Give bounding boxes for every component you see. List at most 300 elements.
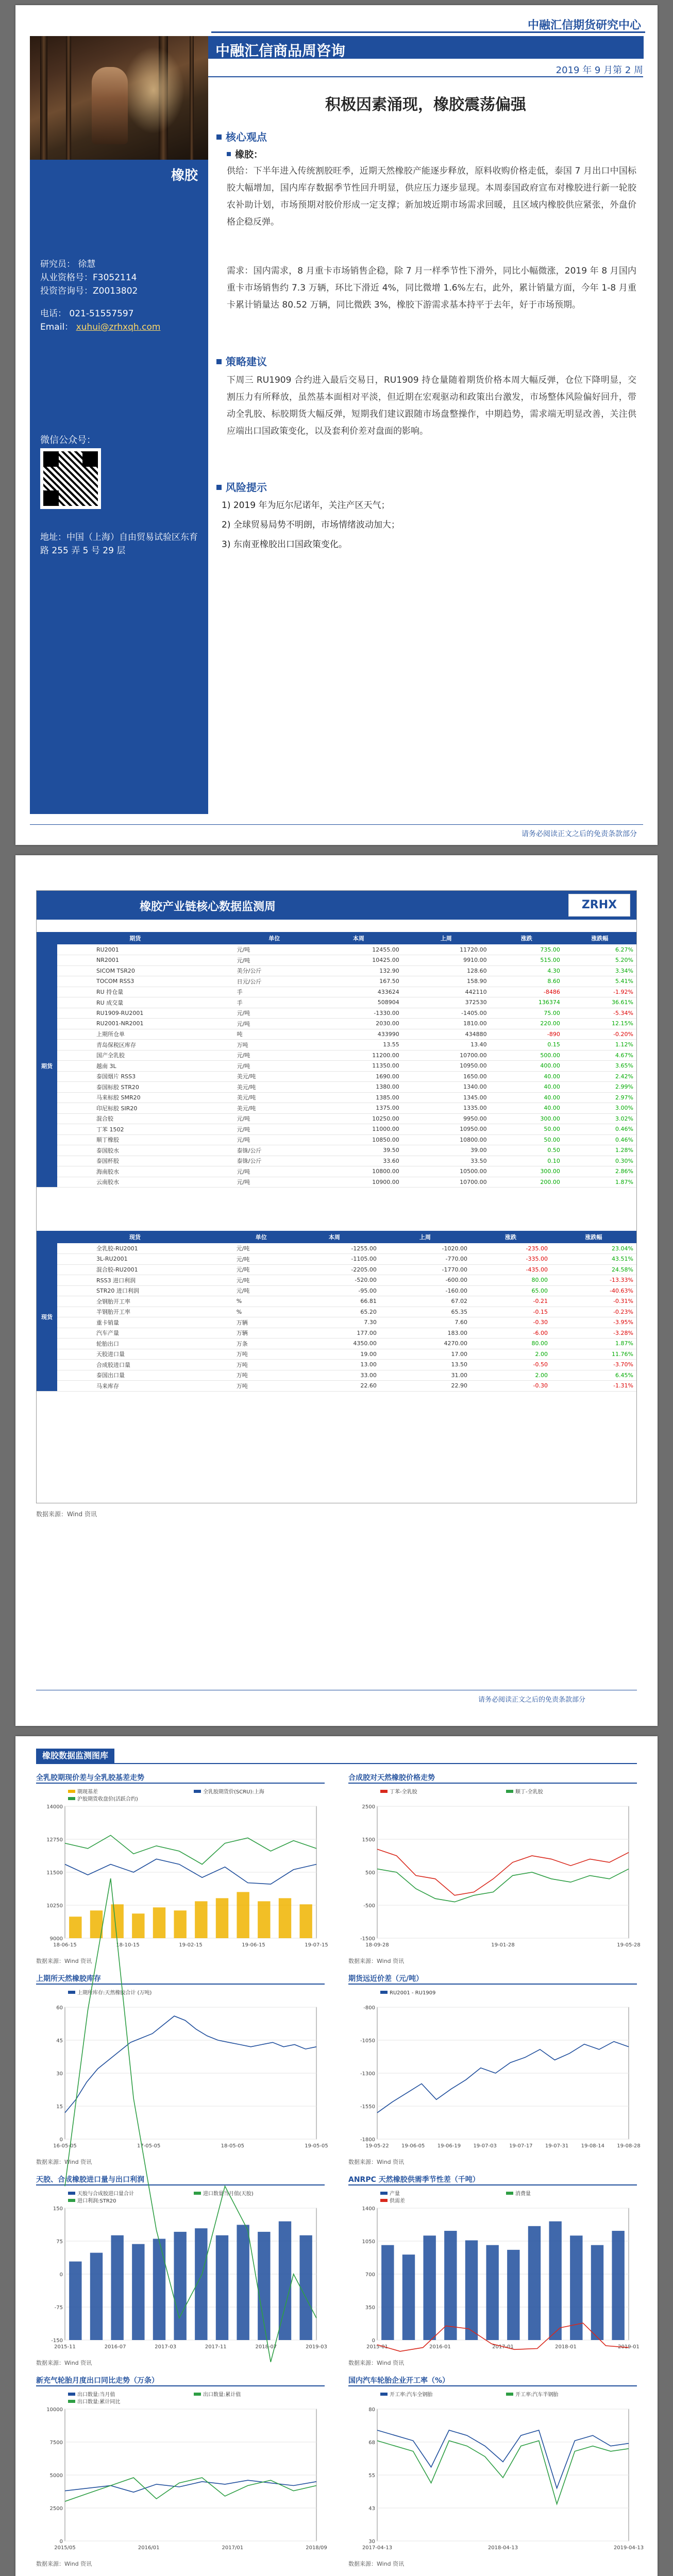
bar bbox=[258, 1901, 270, 1938]
bar bbox=[528, 2226, 541, 2340]
this-week-cell: 1690.00 bbox=[315, 1071, 402, 1082]
phone: 电话： 021-51557597 bbox=[40, 309, 134, 319]
y-tick-label: 75 bbox=[56, 2239, 63, 2245]
this-week-cell: 10850.00 bbox=[315, 1134, 402, 1145]
source-note: 数据来源：Wind 资讯 bbox=[36, 2360, 92, 2366]
x-tick-label: 2017/01 bbox=[222, 2545, 244, 2551]
col-header: 单位 bbox=[233, 1231, 289, 1243]
y-tick-label: 60 bbox=[56, 2005, 63, 2011]
last-week-cell: 10500.00 bbox=[402, 1166, 490, 1177]
y-tick-label: 5000 bbox=[49, 2473, 63, 2479]
legend-label: 上期所库存:天然橡胶合计 (万吨) bbox=[77, 1990, 152, 1996]
change-cell: -0.15 bbox=[470, 1307, 551, 1317]
chart-title: 上期所天然橡胶库存 bbox=[36, 1973, 325, 1985]
sub-cell bbox=[57, 1156, 93, 1166]
unit-cell: 手 bbox=[234, 987, 315, 997]
item-name-cell: 合成胶进口量 bbox=[93, 1360, 233, 1370]
item-name-cell: 混合胶 bbox=[93, 1113, 234, 1124]
chart-canvas bbox=[36, 1786, 328, 1956]
item-name-cell: RU 持仓量 bbox=[93, 987, 234, 997]
item-name-cell: 马来库存 bbox=[93, 1381, 233, 1392]
col-header: 本周 bbox=[289, 1231, 380, 1243]
category-cell: 期货 bbox=[37, 944, 57, 1188]
chart-title: 期货远近价差（元/吨） bbox=[348, 1973, 637, 1985]
change-pct-cell: 4.67% bbox=[563, 1050, 636, 1061]
x-tick-label: 2015/05 bbox=[54, 2545, 76, 2551]
change-cell: 400.00 bbox=[490, 1061, 563, 1072]
last-week-cell: 31.00 bbox=[380, 1370, 470, 1381]
table-row bbox=[37, 987, 636, 997]
legend-swatch bbox=[68, 2400, 75, 2403]
sub-cell bbox=[57, 1264, 93, 1275]
unit-cell: 日元/公斤 bbox=[234, 976, 315, 987]
bar bbox=[195, 1901, 207, 1938]
change-pct-cell: -3.95% bbox=[551, 1317, 636, 1328]
y-tick-label: 2500 bbox=[362, 1804, 375, 1810]
unit-cell: 元/吨 bbox=[234, 1019, 315, 1029]
table-row bbox=[37, 1370, 636, 1381]
last-week-cell: 1345.00 bbox=[402, 1092, 490, 1103]
change-pct-cell: 24.58% bbox=[551, 1264, 636, 1275]
change-cell: 200.00 bbox=[490, 1177, 563, 1188]
address: 地址：中国（上海）自由贸易试验区东育路 255 弄 5 号 29 层 bbox=[40, 532, 198, 556]
item-name-cell: 顺丁橡胶 bbox=[93, 1134, 234, 1145]
change-pct-cell: 0.30% bbox=[563, 1156, 636, 1166]
table-row bbox=[37, 1082, 636, 1093]
table-row bbox=[37, 1092, 636, 1103]
sub-cell bbox=[57, 1285, 93, 1296]
change-cell: 75.00 bbox=[490, 1008, 563, 1019]
this-week-cell: 13.00 bbox=[289, 1360, 380, 1370]
chart-title: 国内汽车轮胎企业开工率（%） bbox=[348, 2375, 637, 2386]
report-headline: 积极因素涌现，橡胶震荡偏强 bbox=[325, 96, 526, 114]
this-week-cell: 10250.00 bbox=[315, 1113, 402, 1124]
last-week-cell: -770.00 bbox=[380, 1254, 470, 1265]
table-row bbox=[37, 1050, 636, 1061]
this-week-cell: 13.55 bbox=[315, 1040, 402, 1050]
table-row bbox=[37, 1071, 636, 1082]
sub-cell bbox=[57, 1370, 93, 1381]
last-week-cell: -1020.00 bbox=[380, 1243, 470, 1254]
last-week-cell: 11720.00 bbox=[402, 944, 490, 955]
y-tick-label: 43 bbox=[368, 2506, 375, 2512]
this-week-cell: -2205.00 bbox=[289, 1264, 380, 1275]
x-tick-label: 2017-03 bbox=[155, 2344, 177, 2350]
table-header bbox=[37, 932, 636, 944]
y-tick-label: 80 bbox=[368, 2407, 375, 2413]
sub-cell bbox=[57, 1040, 93, 1050]
bar bbox=[423, 2235, 435, 2340]
change-cell: -0.30 bbox=[470, 1381, 551, 1392]
change-cell: 136374 bbox=[490, 997, 563, 1008]
legend-swatch bbox=[194, 2393, 201, 2396]
unit-cell: 吨 bbox=[234, 1029, 315, 1040]
last-week-cell: -600.00 bbox=[380, 1275, 470, 1286]
chart-title: 新充气轮胎月度出口同比走势（万条） bbox=[36, 2375, 325, 2386]
this-week-cell: 11000.00 bbox=[315, 1124, 402, 1135]
y-tick-label: 700 bbox=[365, 2272, 375, 2278]
y-tick-label: 1050 bbox=[362, 2239, 375, 2245]
change-cell: 65.00 bbox=[470, 1285, 551, 1296]
futures-table bbox=[37, 932, 636, 1188]
item-name-cell: RU 成交量 bbox=[93, 997, 234, 1008]
bar bbox=[444, 2231, 457, 2340]
table-row bbox=[37, 1317, 636, 1328]
bar bbox=[132, 1913, 144, 1938]
unit-cell: 万吨 bbox=[233, 1381, 289, 1392]
table-banner bbox=[37, 891, 636, 920]
x-tick-label: 2018/09 bbox=[306, 2545, 327, 2551]
last-week-cell: 1340.00 bbox=[402, 1082, 490, 1093]
researcher-name: 研究员： 徐慧 bbox=[40, 259, 96, 269]
change-cell: 4.30 bbox=[490, 965, 563, 976]
bar bbox=[69, 2262, 81, 2340]
demand-paragraph: 需求：国内需求，8 月重卡市场销售企稳，除 7 月一样季节性下滑外，同比小幅微涨，2019 年 8 月国内重卡市场销售约 7.3 万辆，环比下滑近 4%，同比微增 1.6%左右，此外，累计销量方面，今年 1-8 月重卡累计销量达 80.52 万辆，同比微跌 3%，橡胶下游需求基本持平于去年，好于市场预期。 bbox=[227, 266, 636, 310]
item-name-cell: 泰国标胶 STR20 bbox=[93, 1082, 234, 1093]
y-tick-label: 55 bbox=[368, 2473, 375, 2479]
unit-cell: 美元/吨 bbox=[234, 1082, 315, 1093]
item-name-cell: 泰国杯胶 bbox=[93, 1156, 234, 1166]
change-cell: 40.00 bbox=[490, 1071, 563, 1082]
legend-label: 顺丁-全乳胶 bbox=[515, 1789, 543, 1795]
report-page-1 bbox=[15, 5, 658, 845]
unit-cell: 手 bbox=[234, 997, 315, 1008]
x-tick-label: 2019-03 bbox=[306, 2344, 327, 2350]
sub-cell bbox=[57, 1349, 93, 1360]
legend-swatch bbox=[194, 2192, 201, 2195]
table-row bbox=[37, 997, 636, 1008]
chart-canvas bbox=[348, 2388, 644, 2558]
change-pct-cell: 3.34% bbox=[563, 965, 636, 976]
last-week-cell: 13.40 bbox=[402, 1040, 490, 1050]
bar bbox=[612, 2231, 624, 2340]
item-name-cell: 半钢胎开工率 bbox=[93, 1307, 233, 1317]
legend-label: 开工率:汽车半钢胎 bbox=[515, 2392, 559, 2398]
change-cell: 500.00 bbox=[490, 1050, 563, 1061]
section-core-view: 核心观点 bbox=[216, 129, 267, 144]
this-week-cell: 10425.00 bbox=[315, 955, 402, 966]
table-row bbox=[37, 1134, 636, 1145]
change-cell: 300.00 bbox=[490, 1166, 563, 1177]
legend-swatch bbox=[506, 2393, 513, 2396]
unit-cell: 元/吨 bbox=[233, 1285, 289, 1296]
y-tick-label: 1500 bbox=[362, 1837, 375, 1843]
table-row bbox=[37, 965, 636, 976]
brand-name: 中融汇信商品周咨询 bbox=[215, 42, 346, 59]
table-header bbox=[37, 1231, 636, 1243]
sub-cell bbox=[57, 1296, 93, 1307]
legend-swatch bbox=[68, 1991, 75, 1994]
col-header: 涨跌幅 bbox=[563, 932, 636, 944]
x-tick-label: 18-06-15 bbox=[53, 1942, 77, 1948]
change-cell: -0.21 bbox=[470, 1296, 551, 1307]
item-name-cell: RSS3 进口利润 bbox=[93, 1275, 233, 1286]
category-cell: 现货 bbox=[37, 1243, 57, 1391]
last-week-cell: 65.35 bbox=[380, 1307, 470, 1317]
bar bbox=[90, 2253, 103, 2340]
change-cell: -0.50 bbox=[470, 1360, 551, 1370]
bar bbox=[216, 2235, 228, 2340]
item-name-cell: 云南胶水 bbox=[93, 1177, 234, 1188]
legend-label: 开工率:汽车全钢胎 bbox=[390, 2392, 433, 2398]
cover-photo bbox=[30, 36, 208, 160]
last-week-cell: -1770.00 bbox=[380, 1264, 470, 1275]
unit-cell: 元/吨 bbox=[234, 1177, 315, 1188]
this-week-cell: 33.60 bbox=[315, 1156, 402, 1166]
sub-cell bbox=[57, 1008, 93, 1019]
unit-cell: 万辆 bbox=[233, 1317, 289, 1328]
unit-cell: 万吨 bbox=[233, 1349, 289, 1360]
x-tick-label: 2016-07 bbox=[104, 2344, 126, 2350]
sub-cell bbox=[57, 1338, 93, 1349]
sub-cell bbox=[57, 1381, 93, 1392]
item-name-cell: 天胶进口量 bbox=[93, 1349, 233, 1360]
y-tick-label: 7500 bbox=[49, 2440, 63, 2446]
item-name-cell: 泰国烟片 RSS3 bbox=[93, 1071, 234, 1082]
bar bbox=[299, 1904, 312, 1938]
this-week-cell: 433990 bbox=[315, 1029, 402, 1040]
source-note: 数据来源：Wind 资讯 bbox=[348, 2561, 405, 2567]
x-tick-label: 16-05-05 bbox=[53, 2143, 77, 2149]
unit-cell: 元/吨 bbox=[234, 1008, 315, 1019]
chart-title: 全乳胶期现价差与全乳胶基差走势 bbox=[36, 1772, 325, 1784]
y-tick-label: 0 bbox=[372, 2338, 375, 2344]
change-cell: 40.00 bbox=[490, 1092, 563, 1103]
chart-c3 bbox=[36, 1973, 328, 2166]
unit-cell: 元/吨 bbox=[234, 1113, 315, 1124]
y-tick-label: 30 bbox=[368, 2539, 375, 2545]
change-cell: 50.00 bbox=[490, 1124, 563, 1135]
chart-c5 bbox=[36, 2174, 325, 2367]
legend-swatch bbox=[68, 1797, 75, 1800]
this-week-cell: 11200.00 bbox=[315, 1050, 402, 1061]
change-pct-cell: 43.51% bbox=[551, 1254, 636, 1265]
table-row bbox=[37, 1040, 636, 1050]
legend-label: 丁苯-全乳胶 bbox=[390, 1789, 417, 1795]
change-pct-cell: -1.92% bbox=[563, 987, 636, 997]
change-cell: 0.15 bbox=[490, 1040, 563, 1050]
change-cell: -8486 bbox=[490, 987, 563, 997]
item-name-cell: TOCOM RSS3 bbox=[93, 976, 234, 987]
last-week-cell: 128.60 bbox=[402, 965, 490, 976]
section-strategy: 策略建议 bbox=[216, 353, 267, 368]
table-row bbox=[37, 1124, 636, 1135]
x-tick-label: 19-06-19 bbox=[437, 2143, 461, 2149]
x-tick-label: 19-08-28 bbox=[617, 2143, 641, 2149]
researcher-info bbox=[40, 258, 205, 334]
last-week-cell: 158.90 bbox=[402, 976, 490, 987]
last-week-cell: 4270.00 bbox=[380, 1338, 470, 1349]
legend-swatch bbox=[68, 2199, 75, 2202]
y-tick-label: 11500 bbox=[46, 1870, 63, 1876]
change-pct-cell: -1.31% bbox=[551, 1381, 636, 1392]
last-week-cell: 1810.00 bbox=[402, 1019, 490, 1029]
change-pct-cell: 3.00% bbox=[563, 1103, 636, 1114]
item-name-cell: 丁苯 1502 bbox=[93, 1124, 234, 1135]
unit-cell: 万吨 bbox=[234, 1040, 315, 1050]
sub-cell bbox=[57, 1113, 93, 1124]
y-tick-label: 2500 bbox=[49, 2506, 63, 2512]
x-tick-label: 19-05-05 bbox=[305, 2143, 328, 2149]
col-header: 期货 bbox=[37, 932, 234, 944]
sidebar-title: 橡胶 bbox=[171, 168, 198, 183]
bar bbox=[237, 1892, 249, 1938]
y-tick-label: -1800 bbox=[360, 2137, 375, 2143]
table-row bbox=[37, 1113, 636, 1124]
sub-cell bbox=[57, 976, 93, 987]
last-week-cell: 9950.00 bbox=[402, 1113, 490, 1124]
change-pct-cell: 6.27% bbox=[563, 944, 636, 955]
table-row bbox=[37, 1328, 636, 1338]
chart-c8 bbox=[348, 2375, 644, 2568]
table-row bbox=[37, 1264, 636, 1275]
this-week-cell: -520.00 bbox=[289, 1275, 380, 1286]
bar bbox=[111, 1904, 123, 1938]
y-tick-label: 1400 bbox=[362, 2206, 375, 2212]
change-pct-cell: 0.46% bbox=[563, 1134, 636, 1145]
legend-label: 出口数量:累计同比 bbox=[77, 2399, 121, 2405]
change-pct-cell: 3.65% bbox=[563, 1061, 636, 1072]
chart-canvas bbox=[36, 2388, 325, 2558]
chart-c1 bbox=[36, 1772, 328, 1965]
change-cell: 300.00 bbox=[490, 1113, 563, 1124]
bar bbox=[279, 1898, 291, 1938]
legend-label: 进口利润:STR20 bbox=[77, 2198, 116, 2204]
change-pct-cell: -5.34% bbox=[563, 1008, 636, 1019]
strategy-paragraph: 下周三 RU1909 合约进入最后交易日，RU1909 持仓量随着期货价格本周大幅反弹，仓位下降明显，交割压力有所释放，虽然基本面相对平淡，但近期在宏观驱动和政策出台激发，市场整体风险偏好回升，带动全乳胶、标胶期货大幅反弹，短期我们建议跟随市场盘整操作，中期趋势，需求端无明显改善，关注供应端出口国政策变化，以及套利价差对盘面的影响。 bbox=[227, 375, 636, 436]
legend-swatch bbox=[506, 2192, 513, 2195]
risk-item: 3) 东南亚橡胶出口国政策变化。 bbox=[222, 539, 347, 550]
unit-cell: 美元/吨 bbox=[234, 1092, 315, 1103]
legend-swatch bbox=[380, 2393, 388, 2396]
bar bbox=[174, 1910, 186, 1938]
item-name-cell: 混合胶-RU2001 bbox=[93, 1264, 233, 1275]
last-week-cell: 372530 bbox=[402, 997, 490, 1008]
item-name-cell: RU2001-NR2001 bbox=[93, 1019, 234, 1029]
x-tick-label: 2018-04-13 bbox=[487, 2545, 518, 2551]
col-header: 涨跌 bbox=[470, 1231, 551, 1243]
company-logo: ZRHX bbox=[568, 894, 630, 917]
change-pct-cell: 5.41% bbox=[563, 976, 636, 987]
unit-cell: 泰铢/公斤 bbox=[234, 1145, 315, 1156]
change-pct-cell: -0.31% bbox=[551, 1296, 636, 1307]
change-pct-cell: 23.04% bbox=[551, 1243, 636, 1254]
legend-label: 天胶与合成胶进口量合计 bbox=[77, 2191, 134, 2197]
legend-label: 供需差 bbox=[390, 2198, 405, 2204]
table-row bbox=[37, 1307, 636, 1317]
legend-swatch bbox=[68, 2192, 75, 2195]
change-cell: 8.60 bbox=[490, 976, 563, 987]
sub-cell bbox=[57, 955, 93, 966]
spot-table bbox=[37, 1231, 636, 1392]
change-pct-cell: -0.20% bbox=[563, 1029, 636, 1040]
unit-cell: 元/吨 bbox=[234, 1050, 315, 1061]
bar bbox=[591, 2245, 603, 2340]
last-week-cell: 17.00 bbox=[380, 1349, 470, 1360]
sub-cell bbox=[57, 1029, 93, 1040]
change-pct-cell: 36.61% bbox=[563, 997, 636, 1008]
change-pct-cell: 2.97% bbox=[563, 1092, 636, 1103]
section-risk: 风险提示 bbox=[216, 479, 267, 494]
item-name-cell: STR20 进口利润 bbox=[93, 1285, 233, 1296]
legend-swatch bbox=[506, 1790, 513, 1793]
last-week-cell: -160.00 bbox=[380, 1285, 470, 1296]
sub-cell bbox=[57, 1360, 93, 1370]
sub-cell bbox=[57, 1328, 93, 1338]
this-week-cell: 4350.00 bbox=[289, 1338, 380, 1349]
change-cell: -0.30 bbox=[470, 1317, 551, 1328]
table-row bbox=[37, 955, 636, 966]
y-tick-label: 30 bbox=[56, 2071, 63, 2077]
unit-cell: 美元/吨 bbox=[234, 1103, 315, 1114]
table-row bbox=[37, 1166, 636, 1177]
item-name-cell: RU2001 bbox=[93, 944, 234, 955]
page-header bbox=[211, 12, 645, 33]
x-tick-label: 19-08-14 bbox=[581, 2143, 604, 2149]
x-tick-label: 2015-11 bbox=[54, 2344, 76, 2350]
bar bbox=[153, 2239, 165, 2340]
unit-cell: 万条 bbox=[233, 1338, 289, 1349]
this-week-cell: 11350.00 bbox=[315, 1061, 402, 1072]
change-cell: -6.00 bbox=[470, 1328, 551, 1338]
chart-canvas bbox=[348, 2188, 640, 2358]
y-tick-label: -1500 bbox=[360, 1936, 375, 1942]
change-pct-cell: -13.33% bbox=[551, 1275, 636, 1286]
email-link[interactable]: xuhui@zrhxqh.com bbox=[76, 322, 161, 332]
sidebar bbox=[30, 36, 208, 814]
unit-cell: % bbox=[233, 1296, 289, 1307]
sub-cell bbox=[57, 1082, 93, 1093]
change-pct-cell: -3.70% bbox=[551, 1360, 636, 1370]
this-week-cell: 66.81 bbox=[289, 1296, 380, 1307]
unit-cell: 美元/吨 bbox=[234, 1071, 315, 1082]
bar bbox=[279, 2222, 291, 2340]
table-row bbox=[37, 1029, 636, 1040]
y-tick-label: -800 bbox=[363, 2005, 375, 2011]
y-tick-label: 14000 bbox=[46, 1804, 63, 1810]
change-pct-cell: 2.86% bbox=[563, 1166, 636, 1177]
last-week-cell: 183.00 bbox=[380, 1328, 470, 1338]
change-cell: -335.00 bbox=[470, 1254, 551, 1265]
qr-code-icon bbox=[40, 448, 101, 509]
unit-cell: 泰铢/公斤 bbox=[234, 1156, 315, 1166]
sub-cell bbox=[57, 1177, 93, 1188]
sub-cell bbox=[57, 1166, 93, 1177]
legend-swatch bbox=[68, 2393, 75, 2396]
last-week-cell: 10950.00 bbox=[402, 1061, 490, 1072]
y-tick-label: 350 bbox=[365, 2305, 375, 2311]
y-tick-label: 500 bbox=[365, 1870, 375, 1876]
x-tick-label: 19-06-05 bbox=[401, 2143, 425, 2149]
this-week-cell: 7.30 bbox=[289, 1317, 380, 1328]
unit-cell: 美分/公斤 bbox=[234, 965, 315, 976]
item-name-cell: RU1909-RU2001 bbox=[93, 1008, 234, 1019]
sub-heading-rubber: 橡胶： bbox=[227, 147, 263, 161]
sub-cell bbox=[57, 965, 93, 976]
y-tick-label: 12750 bbox=[46, 1837, 63, 1843]
legend-swatch bbox=[194, 1790, 201, 1793]
brand-bar bbox=[208, 36, 644, 59]
sub-cell bbox=[57, 1243, 93, 1254]
this-week-cell: 1380.00 bbox=[315, 1082, 402, 1093]
bar bbox=[486, 2245, 498, 2340]
table-row bbox=[37, 1145, 636, 1156]
x-tick-label: 2017-04-13 bbox=[362, 2545, 393, 2551]
item-name-cell: 3L-RU2001 bbox=[93, 1254, 233, 1265]
last-week-cell: -1405.00 bbox=[402, 1008, 490, 1019]
license-number: 从业资格号：F3052114 bbox=[40, 273, 137, 283]
y-tick-label: 15 bbox=[56, 2104, 63, 2110]
